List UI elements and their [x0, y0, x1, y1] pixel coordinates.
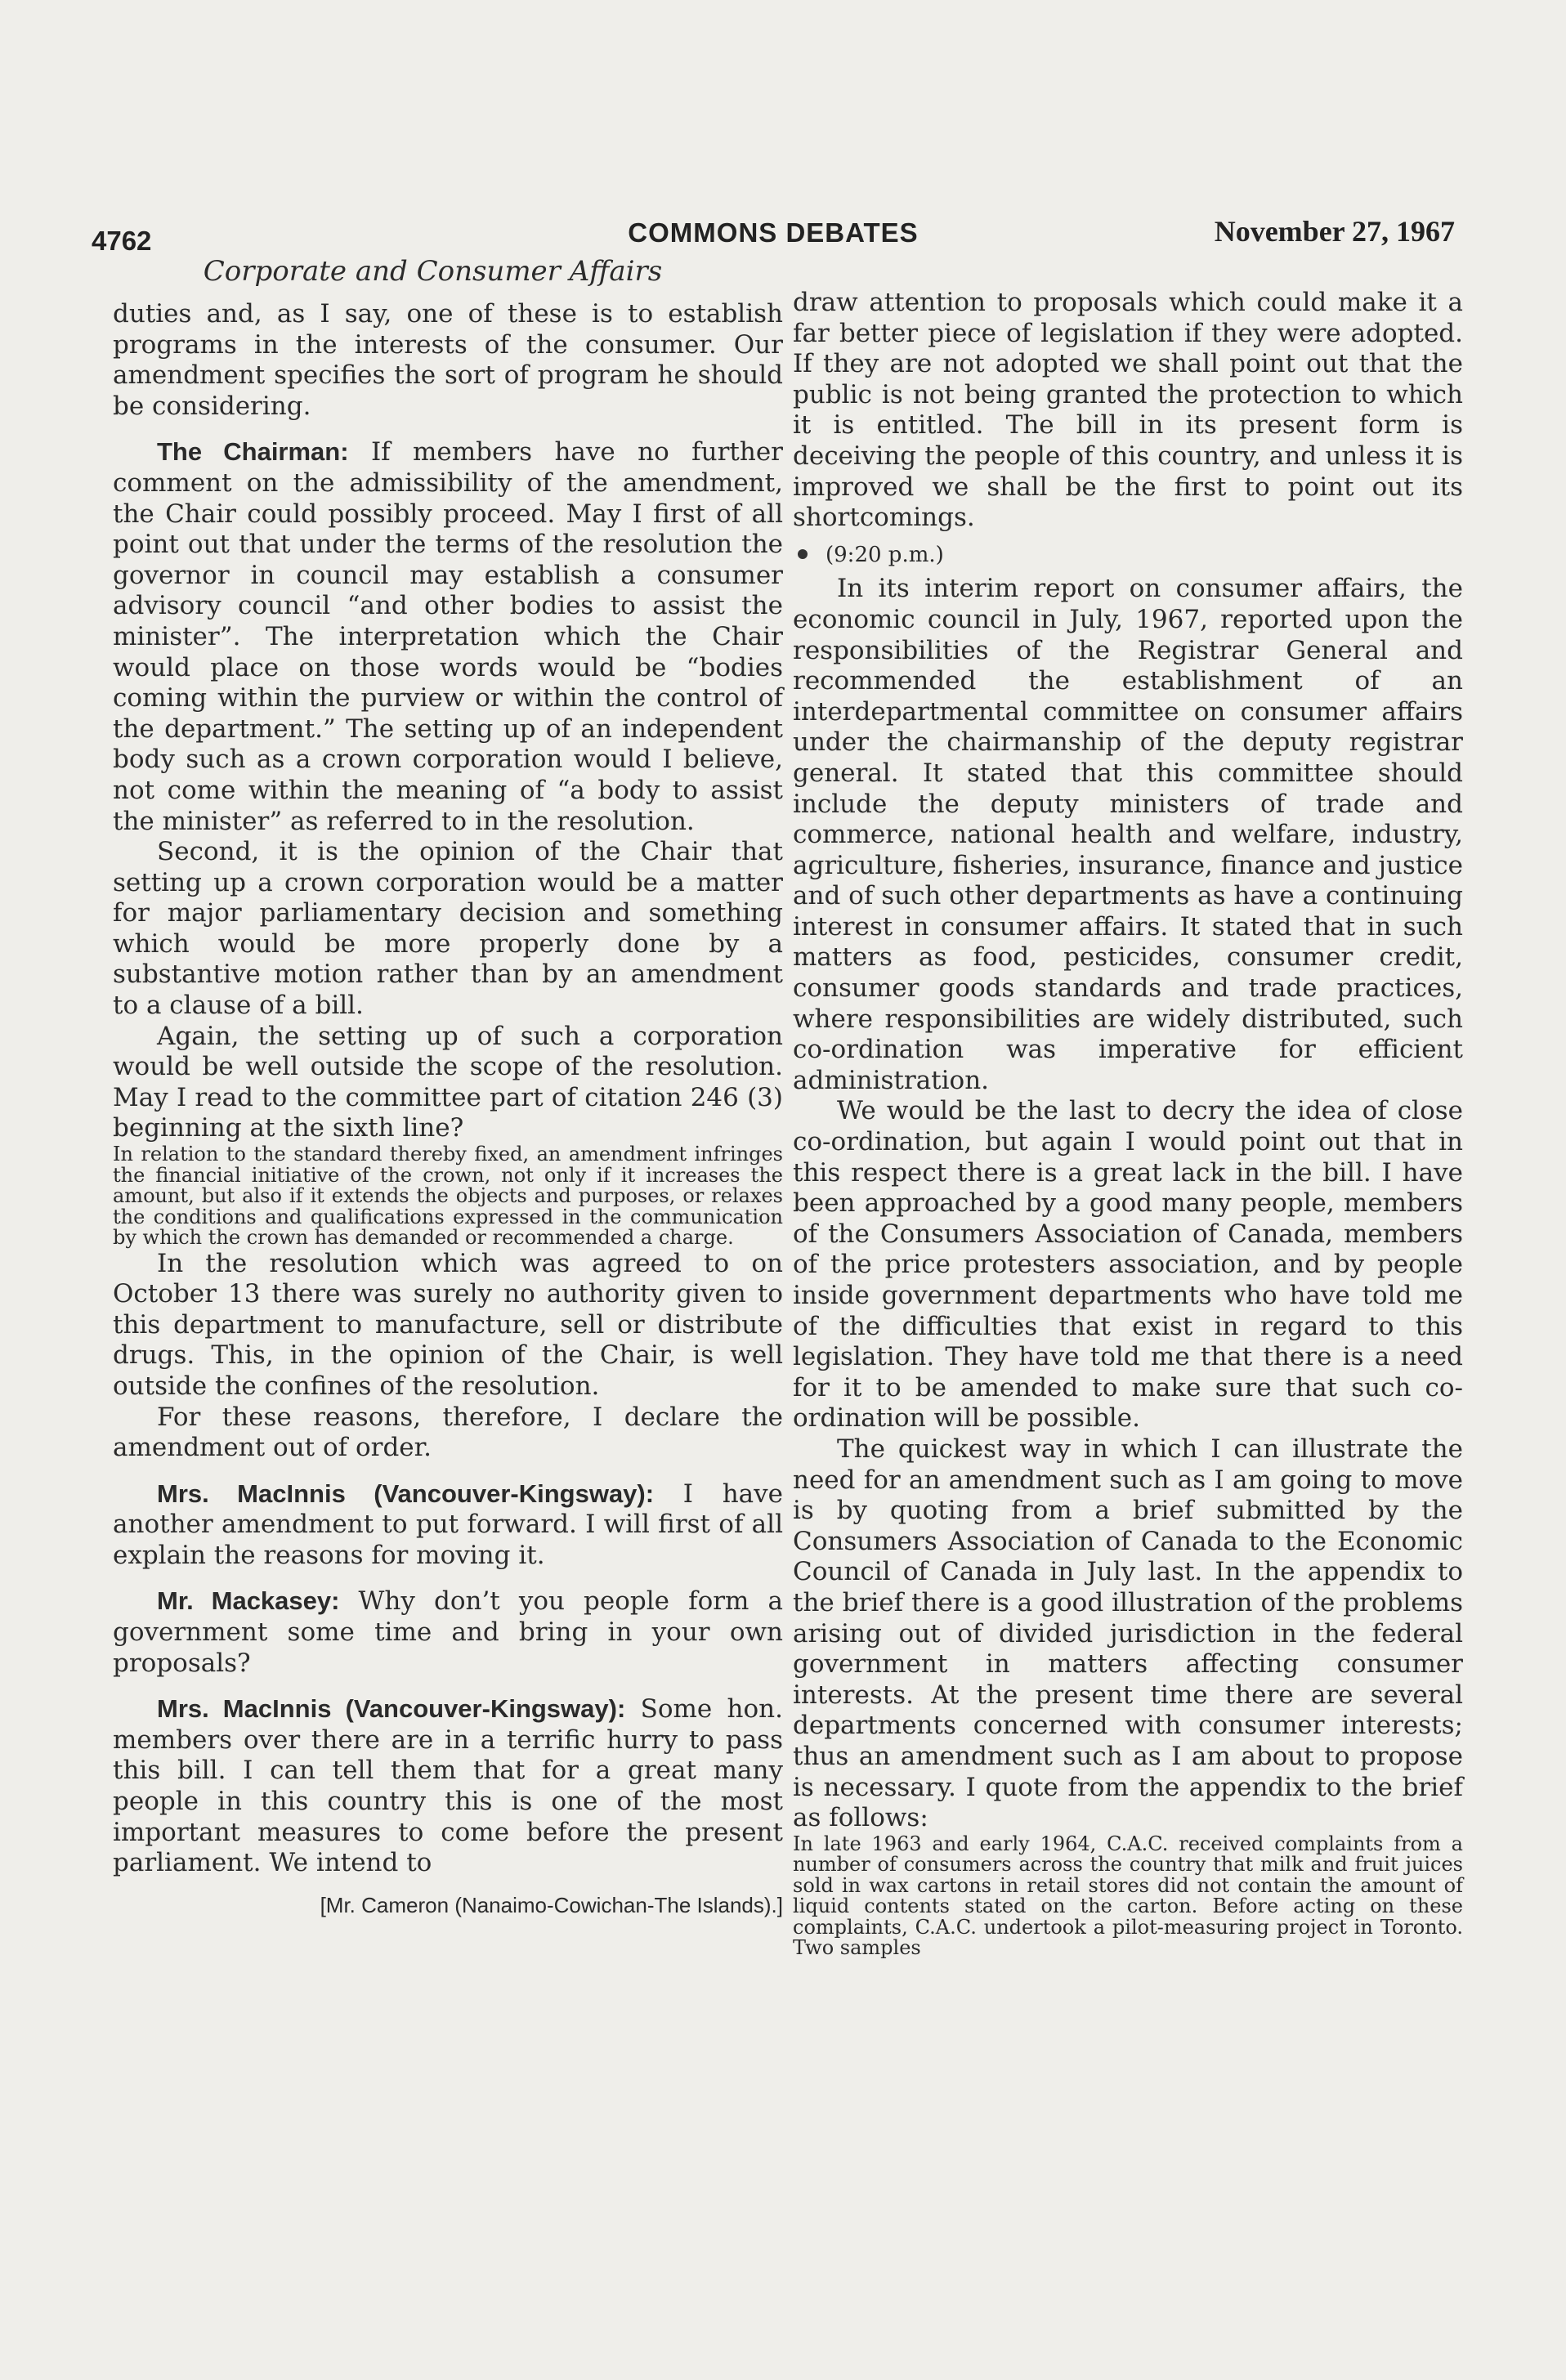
- speech-paragraph: [113, 436, 783, 837]
- paragraph: [793, 1434, 1463, 1834]
- paragraph: [113, 837, 783, 1022]
- speech-paragraph: [113, 1693, 783, 1879]
- speaker-footnote: [Mr. Cameron (Nanaimo-Cowichan-The Islands).]: [320, 1892, 783, 1917]
- paragraph: [113, 1022, 783, 1144]
- paragraph-text: Second, it is the opinion of the Chair that setting up a crown corporation would be a matter for major parliamentary decision and something which would be more properly done by a substantive motion rather than by an amendment to a clause of a bill.: [113, 837, 783, 1021]
- timestamp: [793, 540, 1463, 571]
- paragraph-text: If members have no further comment on the admissibility of the amendment, the Chair could possibly proceed. May I first of all point out that under the terms of the resolution the governor in council may establish a consumer advisory council “and other bodies to assist the minister”. The interpretation which the Chair would place on those words would be “bodies coming within the purview or within the control of the department.” The setting up of an independent body such as a crown corporation would I believe, not come within the meaning of “a body to assist the minister” as referred to in the resolution.: [113, 437, 784, 836]
- paragraph-text: draw attention to proposals which could make it a far better piece of legislation if they were adopted. If they are not adopted we shall point out that the public is not being granted the protection to which it is entitled. The bill in its present form is deceiving the people of this country, and unless it is improved we shall be the first to point out its shortcomings.: [793, 288, 1463, 533]
- paragraph-text: The quickest way in which I can illustrate the need for an amendment such as I am going to move is by quoting from a brief submitted by the Consumers Association of Canada to the Economic Council of Canada in July last. In the appendix to the brief there is a good illustration of the problems arising out of divided jurisdiction in the federal government in matters affecting consumer interests. At the present time there are several departments concerned with consumer interests; thus an amendment such as I am about to propose is necessary. I quote from the appendix to the brief as follows:: [793, 1434, 1463, 1833]
- paragraph: [113, 1402, 783, 1464]
- page-header: [92, 214, 1455, 255]
- publication-date: November 27, 1967: [1214, 215, 1455, 248]
- speaker-name: Mrs. MacInnis (Vancouver-Kingsway):: [157, 1694, 626, 1724]
- block-quote: In late 1963 and early 1964, C.A.C. received complaints from a number of consumers across the country that milk and fruit juices sold in wax cartons in retail stores did not contain the amount of liquid contents stated on the carton. Before acting on these complaints, C.A.C. undertook a pilot-measuring project in Toronto. Two samples: [793, 1832, 1463, 1960]
- paragraph-text: Why don’t you people form a government some time and bring in your own proposals?: [113, 1586, 784, 1678]
- speech-paragraph: [113, 1479, 783, 1572]
- paragraph: [113, 1249, 783, 1402]
- speaker-name: Mrs. MacInnis (Vancouver-Kingsway):: [157, 1479, 655, 1508]
- paragraph-text: Again, the setting up of such a corporation would be well outside the scope of the resolution. May I read to the committee part of citation 246 (3) beginning at the sixth line?: [113, 1021, 783, 1143]
- paragraph: [793, 1096, 1463, 1434]
- paragraph-text: In its interim report on consumer affairs, the economic council in July, 1967, reported upon the responsibilities of the Registrar General and recommended the establishment of an interdepartmental committee on consumer affairs under the chairmanship of the deputy registrar general. It stated that this committee should include the deputy ministers of trade and commerce, national health and welfare, industry, agriculture, fisheries, insurance, finance and justice and of such other departments as have a continuing interest in consumer affairs. It stated that in such matters as food, pesticides, consumer credit, consumer goods standards and trade practices, where responsibilities are widely distributed, such co-ordination was imperative for efficient administration.: [793, 574, 1463, 1095]
- paragraph-text: I have another amendment to put forward. I will first of all explain the reasons for moving it.: [113, 1479, 783, 1570]
- block-quote: In relation to the standard thereby fixed, an amendment infringes the financial initiative of the crown, not only if it increases the amount, but also if it extends the objects and purposes, or relaxes the conditions and qualifications expressed in the communication by which the crown has demanded or recommended a charge.: [113, 1143, 783, 1250]
- paragraph-text: For these reasons, therefore, I declare the amendment out of order.: [113, 1402, 783, 1463]
- speech-paragraph: [113, 1586, 783, 1679]
- bullet-icon: [798, 549, 808, 559]
- speaker-name: Mr. Mackasey:: [157, 1586, 340, 1616]
- paragraph: [793, 574, 1463, 1096]
- paragraph-text: duties and, as I say, one of these is to establish programs in the interests of the consumer. Our amendment specifies the sort of program he should be considering.: [113, 299, 783, 421]
- paragraph: [793, 288, 1463, 534]
- paragraph: [113, 299, 783, 422]
- page-number: 4762: [92, 226, 152, 256]
- paragraph-text: We would be the last to decry the idea of close co-ordination, but again I would point out that in this respect there is a great lack in the bill. I have been approached by a good many people, members of the Consumers Association of Canada, members of the price protesters association, and by people inside government departments who have told me of the difficulties that exist in regard to this legislation. They have told me that there is a need for it to be amended to make sure that such co-ordination will be possible.: [793, 1096, 1463, 1434]
- subject-heading: Corporate and Consumer Affairs: [203, 255, 663, 288]
- paragraph-text: In the resolution which was agreed to on October 13 there was surely no authority given to this department to manufacture, sell or distribute drugs. This, in the opinion of the Chair, is well outside the confines of the resolution.: [113, 1248, 783, 1401]
- speaker-name: The Chairman:: [157, 437, 349, 467]
- paragraph-text: Some hon. members over there are in a terrific hurry to pass this bill. I can tell them that for a great many people in this country this is one of the most important measures to come before the present parliament. We intend to: [113, 1694, 783, 1878]
- publication-title: COMMONS DEBATES: [628, 217, 919, 248]
- right-column: [793, 288, 1463, 1959]
- timestamp-text: (9:20 p.m.): [826, 542, 944, 567]
- left-column: [113, 299, 783, 1921]
